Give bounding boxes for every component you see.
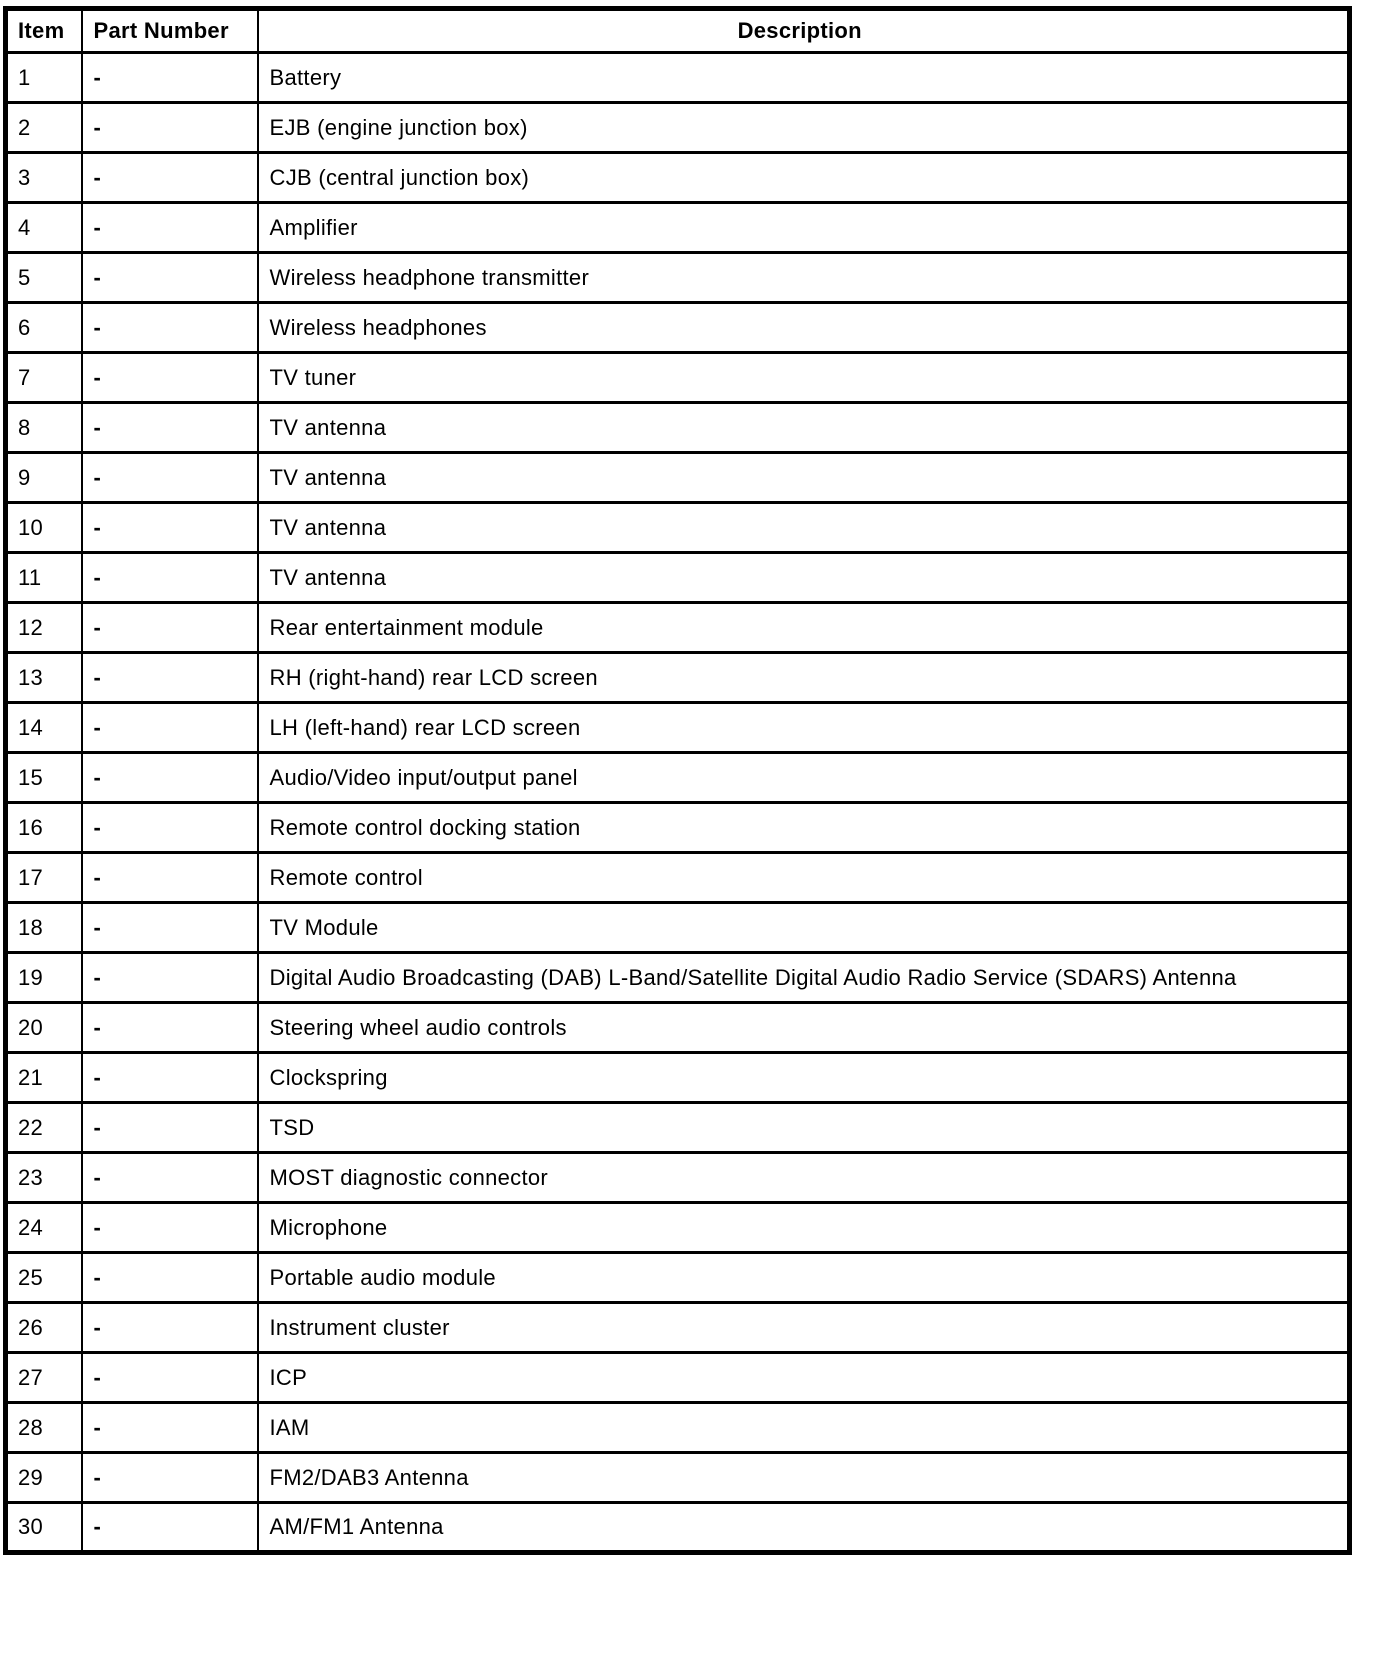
table-row <box>6 1203 1350 1253</box>
part-number-cell: - <box>82 53 258 103</box>
part-number-cell: - <box>82 403 258 453</box>
table-row <box>6 1503 1350 1553</box>
part-number-cell: - <box>82 103 258 153</box>
description-cell: ICP <box>258 1353 1350 1403</box>
table-row <box>6 503 1350 553</box>
description-cell: MOST diagnostic connector <box>258 1153 1350 1203</box>
column-header-item: Item <box>6 9 82 53</box>
table-row <box>6 1003 1350 1053</box>
table-row <box>6 1303 1350 1353</box>
item-cell: 25 <box>6 1253 82 1303</box>
part-number-cell: - <box>82 953 258 1003</box>
description-cell: AM/FM1 Antenna <box>258 1503 1350 1553</box>
table-row <box>6 1253 1350 1303</box>
table-row <box>6 803 1350 853</box>
item-cell: 14 <box>6 703 82 753</box>
table-row <box>6 903 1350 953</box>
description-cell: IAM <box>258 1403 1350 1453</box>
part-number-cell: - <box>82 153 258 203</box>
part-number-cell: - <box>82 853 258 903</box>
part-number-cell: - <box>82 1353 258 1403</box>
part-number-cell: - <box>82 803 258 853</box>
description-cell: TSD <box>258 1103 1350 1153</box>
part-number-cell: - <box>82 503 258 553</box>
item-cell: 28 <box>6 1403 82 1453</box>
item-cell: 3 <box>6 153 82 203</box>
item-cell: 21 <box>6 1053 82 1103</box>
description-cell: CJB (central junction box) <box>258 153 1350 203</box>
item-cell: 20 <box>6 1003 82 1053</box>
item-cell: 2 <box>6 103 82 153</box>
item-cell: 11 <box>6 553 82 603</box>
table-row <box>6 453 1350 503</box>
part-number-cell: - <box>82 1103 258 1153</box>
description-cell: Microphone <box>258 1203 1350 1253</box>
table-row <box>6 403 1350 453</box>
description-cell: RH (right-hand) rear LCD screen <box>258 653 1350 703</box>
item-cell: 5 <box>6 253 82 303</box>
table-row <box>6 553 1350 603</box>
item-cell: 17 <box>6 853 82 903</box>
part-number-cell: - <box>82 603 258 653</box>
part-number-cell: - <box>82 253 258 303</box>
part-number-cell: - <box>82 753 258 803</box>
item-cell: 15 <box>6 753 82 803</box>
table-row <box>6 853 1350 903</box>
item-cell: 1 <box>6 53 82 103</box>
table-row <box>6 1103 1350 1153</box>
part-number-cell: - <box>82 1253 258 1303</box>
table-row <box>6 703 1350 753</box>
item-cell: 18 <box>6 903 82 953</box>
item-cell: 8 <box>6 403 82 453</box>
header-row <box>6 9 1350 53</box>
part-number-cell: - <box>82 553 258 603</box>
table-row <box>6 53 1350 103</box>
description-cell: TV antenna <box>258 553 1350 603</box>
part-number-cell: - <box>82 653 258 703</box>
table-row <box>6 103 1350 153</box>
item-cell: 23 <box>6 1153 82 1203</box>
description-cell: TV antenna <box>258 503 1350 553</box>
description-cell: FM2/DAB3 Antenna <box>258 1453 1350 1503</box>
table-row <box>6 603 1350 653</box>
item-cell: 10 <box>6 503 82 553</box>
table-body <box>6 53 1350 1553</box>
column-header-part-number: Part Number <box>82 9 258 53</box>
description-cell: Steering wheel audio controls <box>258 1003 1350 1053</box>
table-row <box>6 253 1350 303</box>
item-cell: 16 <box>6 803 82 853</box>
table-row <box>6 303 1350 353</box>
description-cell: TV antenna <box>258 453 1350 503</box>
description-cell: Audio/Video input/output panel <box>258 753 1350 803</box>
table-row <box>6 953 1350 1003</box>
description-cell: Digital Audio Broadcasting (DAB) L-Band/Satellite Digital Audio Radio Service (SDARS) Antenna <box>258 953 1350 1003</box>
description-cell: Instrument cluster <box>258 1303 1350 1353</box>
item-cell: 4 <box>6 203 82 253</box>
item-cell: 13 <box>6 653 82 703</box>
item-cell: 19 <box>6 953 82 1003</box>
item-cell: 6 <box>6 303 82 353</box>
part-number-cell: - <box>82 203 258 253</box>
table-row <box>6 153 1350 203</box>
part-number-cell: - <box>82 1303 258 1353</box>
item-cell: 29 <box>6 1453 82 1503</box>
item-cell: 9 <box>6 453 82 503</box>
parts-table <box>3 6 1352 1555</box>
item-cell: 26 <box>6 1303 82 1353</box>
description-cell: Rear entertainment module <box>258 603 1350 653</box>
description-cell: Amplifier <box>258 203 1350 253</box>
item-cell: 22 <box>6 1103 82 1153</box>
description-cell: TV antenna <box>258 403 1350 453</box>
part-number-cell: - <box>82 903 258 953</box>
description-cell: Remote control <box>258 853 1350 903</box>
description-cell: TV tuner <box>258 353 1350 403</box>
part-number-cell: - <box>82 303 258 353</box>
item-cell: 24 <box>6 1203 82 1253</box>
description-cell: EJB (engine junction box) <box>258 103 1350 153</box>
item-cell: 7 <box>6 353 82 403</box>
description-cell: Wireless headphone transmitter <box>258 253 1350 303</box>
description-cell: TV Module <box>258 903 1350 953</box>
item-cell: 27 <box>6 1353 82 1403</box>
description-cell: LH (left-hand) rear LCD screen <box>258 703 1350 753</box>
description-cell: Battery <box>258 53 1350 103</box>
table-row <box>6 203 1350 253</box>
table-row <box>6 1153 1350 1203</box>
part-number-cell: - <box>82 1403 258 1453</box>
item-cell: 12 <box>6 603 82 653</box>
part-number-cell: - <box>82 703 258 753</box>
description-cell: Portable audio module <box>258 1253 1350 1303</box>
description-cell: Wireless headphones <box>258 303 1350 353</box>
item-cell: 30 <box>6 1503 82 1553</box>
description-cell: Clockspring <box>258 1053 1350 1103</box>
column-header-description: Description <box>258 9 1350 53</box>
part-number-cell: - <box>82 1453 258 1503</box>
part-number-cell: - <box>82 1503 258 1553</box>
table-row <box>6 1453 1350 1503</box>
part-number-cell: - <box>82 1003 258 1053</box>
part-number-cell: - <box>82 1203 258 1253</box>
description-cell: Remote control docking station <box>258 803 1350 853</box>
part-number-cell: - <box>82 1053 258 1103</box>
part-number-cell: - <box>82 353 258 403</box>
table-row <box>6 653 1350 703</box>
table-row <box>6 1053 1350 1103</box>
table-row <box>6 1353 1350 1403</box>
table-row <box>6 353 1350 403</box>
part-number-cell: - <box>82 453 258 503</box>
table-row <box>6 1403 1350 1453</box>
part-number-cell: - <box>82 1153 258 1203</box>
table-row <box>6 753 1350 803</box>
